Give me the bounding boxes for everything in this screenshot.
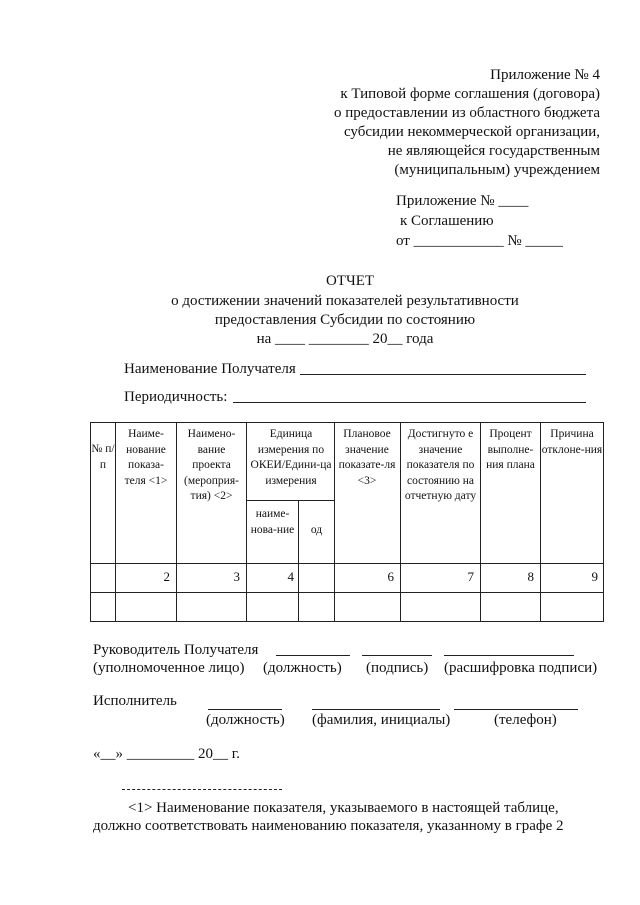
column-number: 3 [233,569,240,584]
table-border [176,422,177,622]
signature-caption: (подпись) [366,660,429,676]
header-project: Наимено-вание проекта (мероприя-тия) <2> [184,428,239,502]
footnote-line: <1> Наименование показателя, указываемого в настоящей таблице, [128,800,559,816]
header-indicator: Наиме-нование показа-теля <1> [124,428,168,487]
signature-line [362,655,432,656]
table-border [115,422,116,622]
head-label: Руководитель Получателя [93,642,259,658]
footnote-separator [122,789,282,790]
date-line: «__» _________ 20__ г. [93,746,240,762]
column-number: 6 [387,569,394,584]
footnote-line: должно соответствовать наименованию показателя, указанному в графе 2 [93,818,564,834]
header-unit: Единица измерения по ОКЕИ/Едини-ца измерения [250,428,332,487]
report-title-line: о достижении значений показателей результативности [171,293,519,309]
head-sublabel: (уполномоченное лицо) [93,660,245,676]
table-border [298,500,299,622]
table-border [90,621,604,622]
header-reason: Причина отклоне-ния [541,428,603,456]
attachment-number: Приложение № ____ [396,193,529,209]
table-border [480,422,481,622]
executor-phone-caption: (телефон) [494,712,557,728]
report-heading: ОТЧЕТ [325,273,375,289]
table-border [90,422,604,423]
column-number: 2 [163,569,170,584]
report-title-line: предоставления Субсидии по состоянию [214,312,476,328]
column-number: 7 [467,569,474,584]
recipient-line [300,374,586,375]
header-achieved: Достигнуто е значение показателя по состоянию на отчетную дату [404,428,477,502]
signature-line [276,655,350,656]
table-border [90,563,604,564]
header-unit-code: од [310,524,323,536]
executor-name-caption: (фамилия, инициалы) [312,712,451,728]
executor-label: Исполнитель [93,693,177,709]
executor-position-caption: (должность) [206,712,285,728]
attachment-date: от ____________ № _____ [396,233,563,249]
appendix-line: Приложение № 4 [490,67,600,83]
table-border [246,500,334,501]
attachment-agreement: к Соглашению [400,213,494,229]
appendix-line: субсидии некоммерческой организации, [343,124,600,140]
executor-line [454,709,578,710]
recipient-label: Наименование Получателя [124,361,296,377]
position-caption: (должность) [263,660,342,676]
column-number: 4 [287,569,294,584]
report-date-line: на ____ ________ 20__ года [256,331,434,347]
table-border [400,422,401,622]
appendix-line: о предоставлении из областного бюджета [334,105,600,121]
appendix-line: не являющейся государственным [387,143,600,159]
header-planned: Плановое значение показате-ля <3> [338,428,396,487]
appendix-line: (муниципальным) учреждением [394,162,600,178]
column-number: 9 [591,569,598,584]
table-border [603,422,604,622]
header-number: № п/п [91,443,115,471]
executor-line [208,709,282,710]
periodicity-line [233,402,586,403]
report-table [90,422,604,622]
header-unit-name: наиме-нова-ние [250,508,295,536]
periodicity-label: Периодичность: [124,389,228,405]
header-percent: Процент выполне-ния плана [486,428,535,471]
appendix-line: к Типовой форме соглашения (договора) [340,86,600,102]
decoding-caption: (расшифровка подписи) [444,660,598,676]
table-border [90,592,604,593]
column-number: 8 [527,569,534,584]
signature-line [444,655,574,656]
table-border [334,422,335,622]
executor-line [312,709,440,710]
